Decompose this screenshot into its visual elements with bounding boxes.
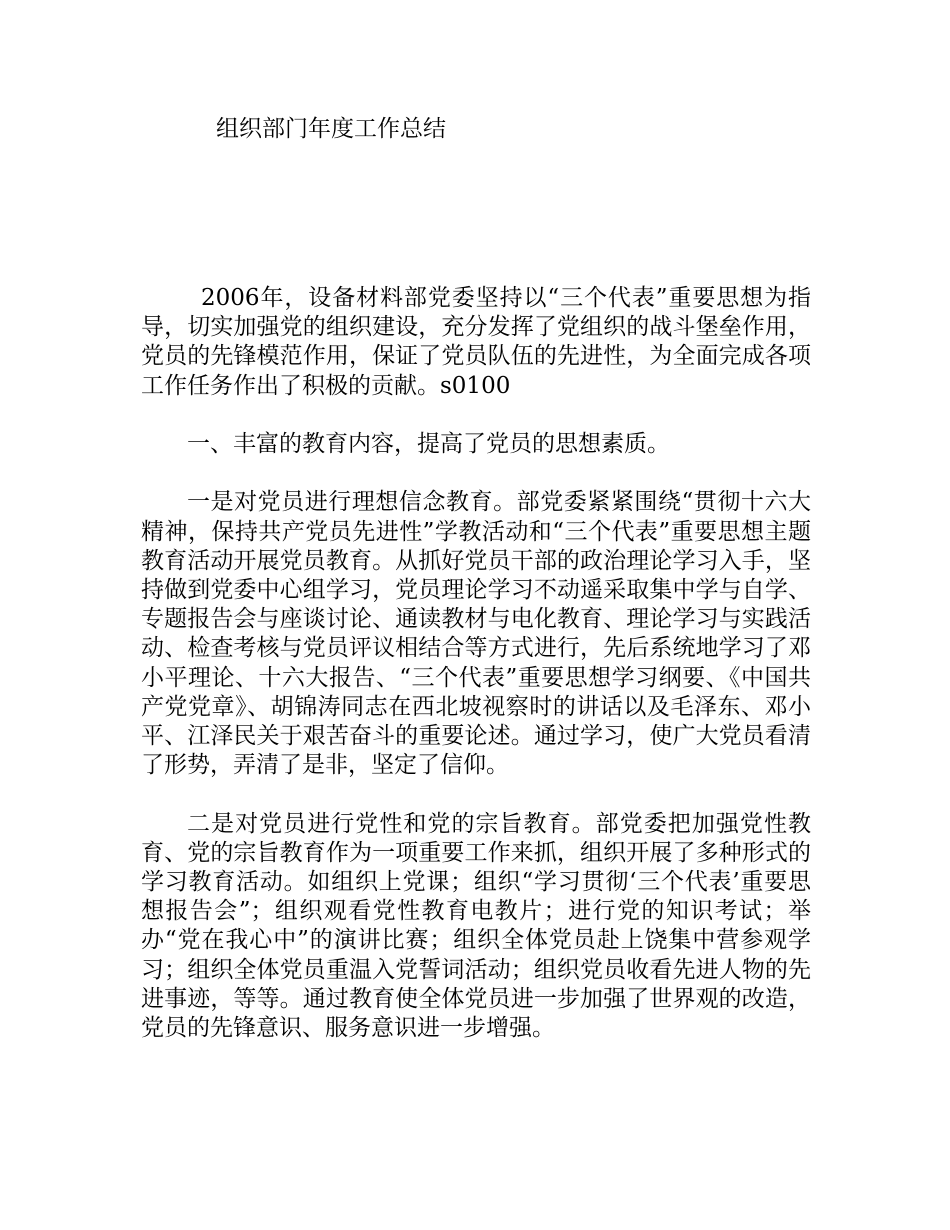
paragraph-intro: 2006年，设备材料部党委坚持以“三个代表”重要思想为指导，切实加强党的组织建设，充分发挥了党组织的战斗堡垒作用，党员的先锋模范作用，保证了党员队伍的先进性，为全面完成各项工作任务作出了积极的贡献。s0100 [141, 285, 811, 399]
paragraph-spacer [141, 401, 811, 430]
paragraph-party-spirit-education: 二是对党员进行党性和党的宗旨教育。部党委把加强党性教育、党的宗旨教育作为一项重要工作来抓，组织开展了多种形式的学习教育活动。如组织上党课；组织“学习贯彻‘三个代表’重要思想报告会”；组织观看党性教育电教片；进行党的知识考试；举办“党在我心中”的演讲比赛；组织全体党员赴上饶集中营参观学习；组织全体党员重温入党誓词活动；组织党员收看先进人物的先进事迹，等等。通过教育使全体党员进一步加强了世界观的改造，党员的先锋意识、服务意识进一步增强。 [141, 810, 811, 1042]
section-heading-education: 一、丰富的教育内容，提高了党员的思想素质。 [187, 431, 670, 457]
document-body [141, 284, 811, 1043]
paragraph-ideal-belief-education: 一是对党员进行理想信念教育。部党委紧紧围绕“贯彻十六大精神，保持共产党员先进性”学教活动和“三个代表”重要思想主题教育活动开展党员教育。从抓好党员干部的政治理论学习入手，坚持做到党委中心组学习，党员理论学习不动遥采取集中学与自学、专题报告会与座谈讨论、通读教材与电化教育、理论学习与实践活动、检查考核与党员评议相结合等方式进行，先后系统地学习了邓小平理论、十六大报告、“三个代表”重要思想学习纲要、《中国共产党党章》、胡锦涛同志在西北坡视察时的讲话以及毛泽东、邓小平、江泽民关于艰苦奋斗的重要论述。通过学习，使广大党员看清了形势，弄清了是非，坚定了信仰。 [141, 489, 811, 779]
paragraph-spacer [141, 459, 811, 488]
paragraph-spacer [141, 780, 811, 809]
document-title: 组织部门年度工作总结 [216, 116, 446, 142]
